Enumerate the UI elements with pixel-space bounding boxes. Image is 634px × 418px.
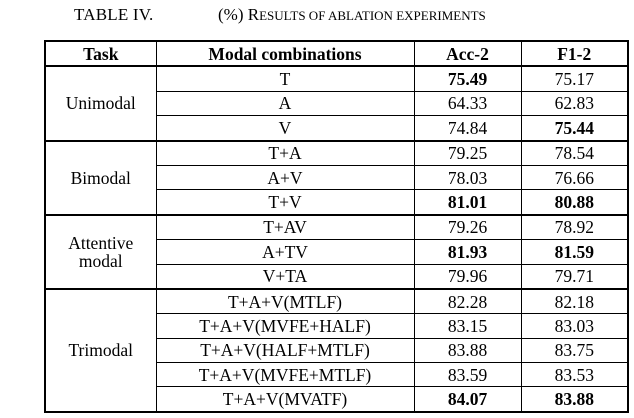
table-title bbox=[218, 5, 486, 25]
task-cell: Unimodal bbox=[45, 66, 156, 140]
f1-cell: 62.83 bbox=[521, 91, 628, 115]
acc-cell: 84.07 bbox=[414, 387, 521, 412]
f1-cell: 76.66 bbox=[521, 165, 628, 189]
f1-cell: 75.17 bbox=[521, 66, 628, 91]
modal-cell: V bbox=[156, 116, 414, 141]
f1-cell: 79.71 bbox=[521, 264, 628, 289]
f1-cell: 78.92 bbox=[521, 215, 628, 240]
title-smallcaps: ESULTS OF ABLATION EXPERIMENTS bbox=[259, 8, 486, 23]
f1-cell: 80.88 bbox=[521, 190, 628, 215]
title-prefix: (%) R bbox=[218, 5, 260, 24]
table-caption bbox=[0, 5, 634, 27]
modal-cell: T+A+V(HALF+MTLF) bbox=[156, 338, 414, 362]
acc-cell: 79.26 bbox=[414, 215, 521, 240]
table-row bbox=[45, 141, 628, 166]
modal-cell: T+A+V(MVFE+HALF) bbox=[156, 314, 414, 338]
f1-cell: 83.53 bbox=[521, 363, 628, 387]
modal-cell: V+TA bbox=[156, 264, 414, 289]
table-row bbox=[45, 289, 628, 314]
acc-cell: 78.03 bbox=[414, 165, 521, 189]
acc-cell: 75.49 bbox=[414, 66, 521, 91]
f1-cell: 75.44 bbox=[521, 116, 628, 141]
f1-cell: 83.88 bbox=[521, 387, 628, 412]
header-acc: Acc-2 bbox=[414, 41, 521, 66]
task-cell: Bimodal bbox=[45, 141, 156, 215]
task-cell: Trimodal bbox=[45, 289, 156, 412]
acc-cell: 79.96 bbox=[414, 264, 521, 289]
modal-cell: T+A bbox=[156, 141, 414, 166]
modal-cell: T+AV bbox=[156, 215, 414, 240]
f1-cell: 81.59 bbox=[521, 240, 628, 264]
acc-cell: 82.28 bbox=[414, 289, 521, 314]
table-row bbox=[45, 215, 628, 240]
modal-cell: T+A+V(MTLF) bbox=[156, 289, 414, 314]
f1-cell: 82.18 bbox=[521, 289, 628, 314]
table-row bbox=[45, 66, 628, 91]
acc-cell: 83.88 bbox=[414, 338, 521, 362]
table-body bbox=[45, 66, 628, 411]
acc-cell: 64.33 bbox=[414, 91, 521, 115]
modal-cell: A bbox=[156, 91, 414, 115]
task-cell: Attentive modal bbox=[45, 215, 156, 289]
header-f1: F1-2 bbox=[521, 41, 628, 66]
modal-cell: A+V bbox=[156, 165, 414, 189]
modal-cell: T bbox=[156, 66, 414, 91]
modal-cell: T+A+V(MVATF) bbox=[156, 387, 414, 412]
header-modal: Modal combinations bbox=[156, 41, 414, 66]
modal-cell: A+TV bbox=[156, 240, 414, 264]
header-task: Task bbox=[45, 41, 156, 66]
acc-cell: 81.01 bbox=[414, 190, 521, 215]
f1-cell: 83.75 bbox=[521, 338, 628, 362]
f1-cell: 83.03 bbox=[521, 314, 628, 338]
acc-cell: 79.25 bbox=[414, 141, 521, 166]
table-number: TABLE IV. bbox=[74, 5, 154, 24]
acc-cell: 74.84 bbox=[414, 116, 521, 141]
modal-cell: T+A+V(MVFE+MTLF) bbox=[156, 363, 414, 387]
acc-cell: 83.59 bbox=[414, 363, 521, 387]
acc-cell: 81.93 bbox=[414, 240, 521, 264]
acc-cell: 83.15 bbox=[414, 314, 521, 338]
modal-cell: T+V bbox=[156, 190, 414, 215]
header-row bbox=[45, 41, 628, 66]
f1-cell: 78.54 bbox=[521, 141, 628, 166]
ablation-table bbox=[44, 40, 629, 413]
